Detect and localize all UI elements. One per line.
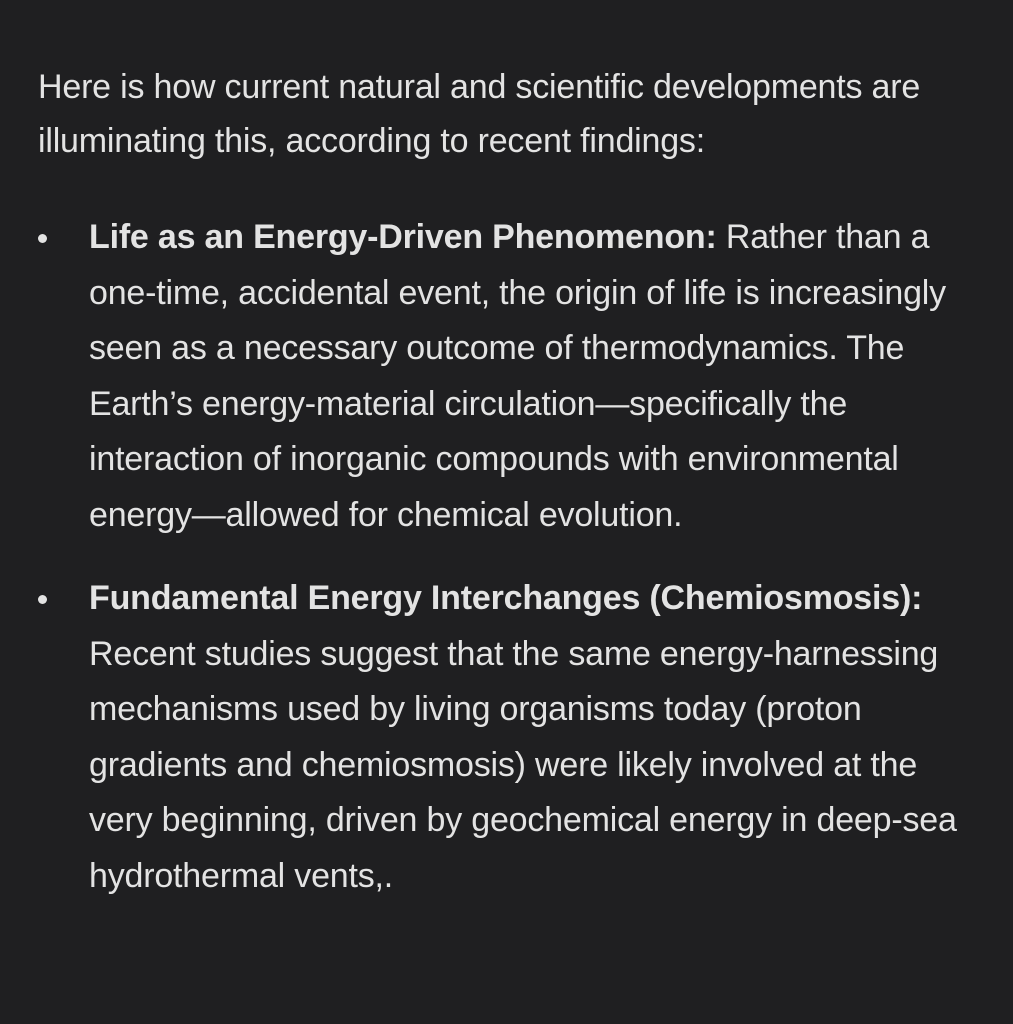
- bullet-heading: Fundamental Energy Interchanges (Chemiosmosis):: [89, 579, 923, 617]
- bullet-text: Recent studies suggest that the same energy-harnessing mechanisms used by living organisms today (proton gradients and chemiosmosis) were likely involved at the very beginning, driven by geochemical energy in deep-sea hydrothermal vents,.: [89, 634, 957, 895]
- list-item: [38, 210, 988, 543]
- bullet-icon: [38, 595, 47, 604]
- response-content: [38, 60, 988, 904]
- bullet-text: Rather than a one-time, accidental event, the origin of life is increasingly seen as a necessary outcome of thermodynamics. The Earth’s energy-material circulation—specifically the interaction of inorganic compounds with environmental energy—allowed for chemical evolution.: [89, 218, 946, 534]
- intro-paragraph: Here is how current natural and scientific developments are illuminating this, according to recent findings:: [38, 68, 921, 160]
- findings-list: [38, 210, 988, 904]
- list-item: [38, 571, 988, 904]
- bullet-heading: Life as an Energy-Driven Phenomenon:: [89, 218, 717, 256]
- bullet-icon: [38, 234, 47, 243]
